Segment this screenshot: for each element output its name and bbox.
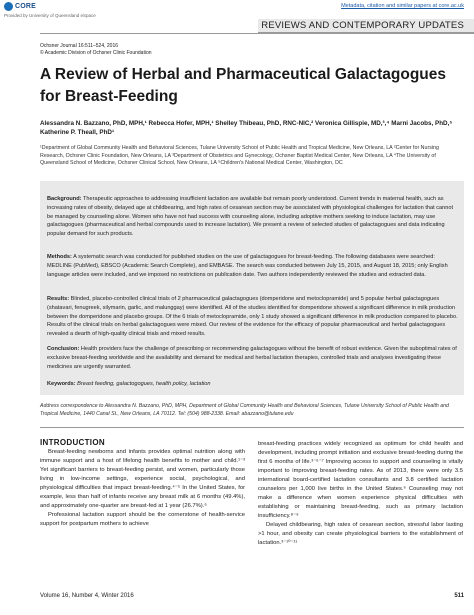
author-list: Alessandra N. Bazzano, PhD, MPH,¹ Rebecca Hofer, MPH,¹ Shelley Thibeau, PhD, RNC-NIC,² Veronica Gillispie, MD,³,⁴ Marni Jacobs, PhD,⁵ Katherine P. Theall, PhD¹ — [40, 120, 453, 136]
journal-citation: Ochsner Journal 16:511–524, 2016 — [40, 43, 119, 49]
conclusion-label: Conclusion: — [47, 346, 80, 352]
journal-info — [40, 43, 152, 57]
top-bar — [0, 0, 474, 14]
affiliations: ¹Department of Global Community Health and Behavioral Sciences, Tulane University School of Public Health and Tropical Medicine, New Orleans, LA ²Center for Nursing Research, Ochsner Clinic Foundation, New Orleans, LA ³Department of Obstetrics and Gynecology, Ochsner Baptist Medical Center, New Orleans, LA ⁴The University of Queensland School of Medicine, Ochsner Clinical School, New Orleans, LA ⁵Children's National Medical Center, Washington, DC — [40, 145, 439, 167]
section-banner-label: REVIEWS AND CONTEMPORARY UPDATES — [261, 20, 464, 31]
section-banner — [258, 19, 474, 34]
core-circle-icon — [4, 2, 13, 11]
core-label: CORE — [15, 3, 37, 10]
article-title: A Review of Herbal and Pharmaceutical Galactagogues for Breast-Feeding — [40, 66, 447, 105]
core-logo[interactable] — [4, 2, 36, 11]
methods-text: A systematic search was conducted for published studies on the use of galactagogues for breast-feeding. The following databases were searched: MEDLINE (PubMed), EBSCO (Academic Search Complete), and EMBASE. The search was conducted between July 15, 2015, and August 18, 2015; only English language articles were included, and we imposed no restrictions on publication date. Two authors independently reviewed the studies and extracted data. — [47, 254, 448, 278]
correspondence: Address correspondence to Alessandra N. Bazzano, PhD, MPH, Department of Global Community Health and Behavioral Sciences, Tulane University School of Public Health and Tropical Medicine, 1440 Canal St., New Orleans, LA 70112. Tel: (504) 988-2338. Email: abazzano@tulane.edu — [40, 403, 449, 417]
intro-left-paragraph-1: Breast-feeding newborns and infants provides optimal nutrition along with immune support and a host of lifelong health benefits to mother and child.¹⁻³ Yet significant barriers to breast-feeding persist, and women, particularly those living in low-income settings, experience social, psychological, and physiological difficulties that impact breast-feeding.⁴⁻⁵ In the United States, for example, less than half of infants receive any breast milk at 6 months (49.4%), and approximately one-quarter are breast-fed at 1 year (26.7%).⁶ — [40, 449, 245, 509]
footer-issue: Volume 16, Number 4, Winter 2016 — [40, 593, 134, 599]
intro-right-column — [258, 440, 463, 548]
keywords-text: Breast feeding, galactogogues, health policy, lactation — [77, 381, 211, 387]
intro-left-paragraph-2: Professional lactation support should be the cornerstone of health-service support for postpartum mothers to achieve — [40, 512, 245, 527]
banner-divider — [40, 33, 464, 34]
journal-copyright: © Academic Division of Ochsner Clinic Foundation — [40, 50, 152, 56]
intro-right-paragraph-1: breast-feeding practices widely recognized as optimum for child health and development, including prompt initiation and exclusive breast-feeding during the first 6 months of life.³⁻⁶⁻⁷ Improving access to support and counseling is vitally important to improving breast-feeding rates. As of 2013, there were only 3.5 international board-certified lactation consultants and 3.8 certified lactation counselors per 1,000 live births in the United States.⁶ Counseling may not make a difference when women experience physical difficulties with establishing or maintaining breast-feeding, such as primary lactation insufficiency.⁸⁻⁹ — [258, 441, 463, 519]
keywords-label: Keywords: — [47, 381, 76, 387]
metadata-link[interactable]: Metadata, citation and similar papers at core.ac.uk — [341, 3, 464, 9]
correspondence-divider — [40, 427, 464, 428]
footer-page-number: 511 — [454, 593, 464, 599]
methods-label: Methods: — [47, 254, 72, 260]
conclusion-text: Health providers face the challenge of prescribing or recommending galactagogues without the benefit of robust evidence. Given the suboptimal rates of exclusive breast-feeding worldwide and the availability and demand for medical and herbal lactation therapies, controlled trials and analyses investigating these medicines are urgently warranted. — [47, 346, 457, 370]
intro-left-column — [40, 448, 245, 529]
abstract-results — [47, 295, 459, 339]
abstract-methods — [47, 253, 459, 279]
provided-by: Provided by University of Queensland eSpace — [4, 13, 96, 18]
background-text: Therapeutic approaches to addressing insufficient lactation are available but remain poorly understood. Current trends in maternal health, such as increasing rates of obesity, delayed age at childbearing, and high rates of cesarean section may be associated with physiological challenges for lactation that cannot be managed by counseling alone. Women who have not had success with counseling alone, including adoptive mothers seeking to induce lactation, may use galactagogues (pharmaceutical and herbal compounds used to increase lactation). We present a review of selected studies of galactagogues and data indicating popular demand for such products. — [47, 196, 453, 238]
background-label: Background: — [47, 196, 82, 202]
abstract-background — [47, 195, 459, 239]
abstract-keywords — [47, 380, 459, 389]
abstract-conclusion — [47, 345, 459, 371]
results-label: Results: — [47, 296, 70, 302]
intro-right-paragraph-2: Delayed childbearing, high rates of cesarean section, stressful labor lasting >1 hour, and obesity can create physiological barriers to the establishment of lactation.³⁻¹⁰⁻¹¹ — [258, 522, 463, 546]
results-text: Blinded, placebo-controlled clinical trials of 2 pharmaceutical galactagogues (domperidone and metoclopramide) and 5 popular herbal galactagogues (shatavari, fenugreek, silymarin, garlic, and malunggay) were identified. All of the studies identified for domperidone showed a significant difference in milk production between the domperidone and placebo groups. Of the 6 trials of metoclopramide, only 1 study showed a significant difference in milk production compared to placebo. Results of the clinical trials on herbal galactagogues were mixed. Our review of the evidence for the efficacy of popular pharmaceutical and herbal galactagogues revealed a dearth of high-quality clinical trials and mixed results. — [47, 296, 458, 338]
intro-heading: INTRODUCTION — [40, 438, 105, 447]
page-footer — [40, 593, 464, 605]
